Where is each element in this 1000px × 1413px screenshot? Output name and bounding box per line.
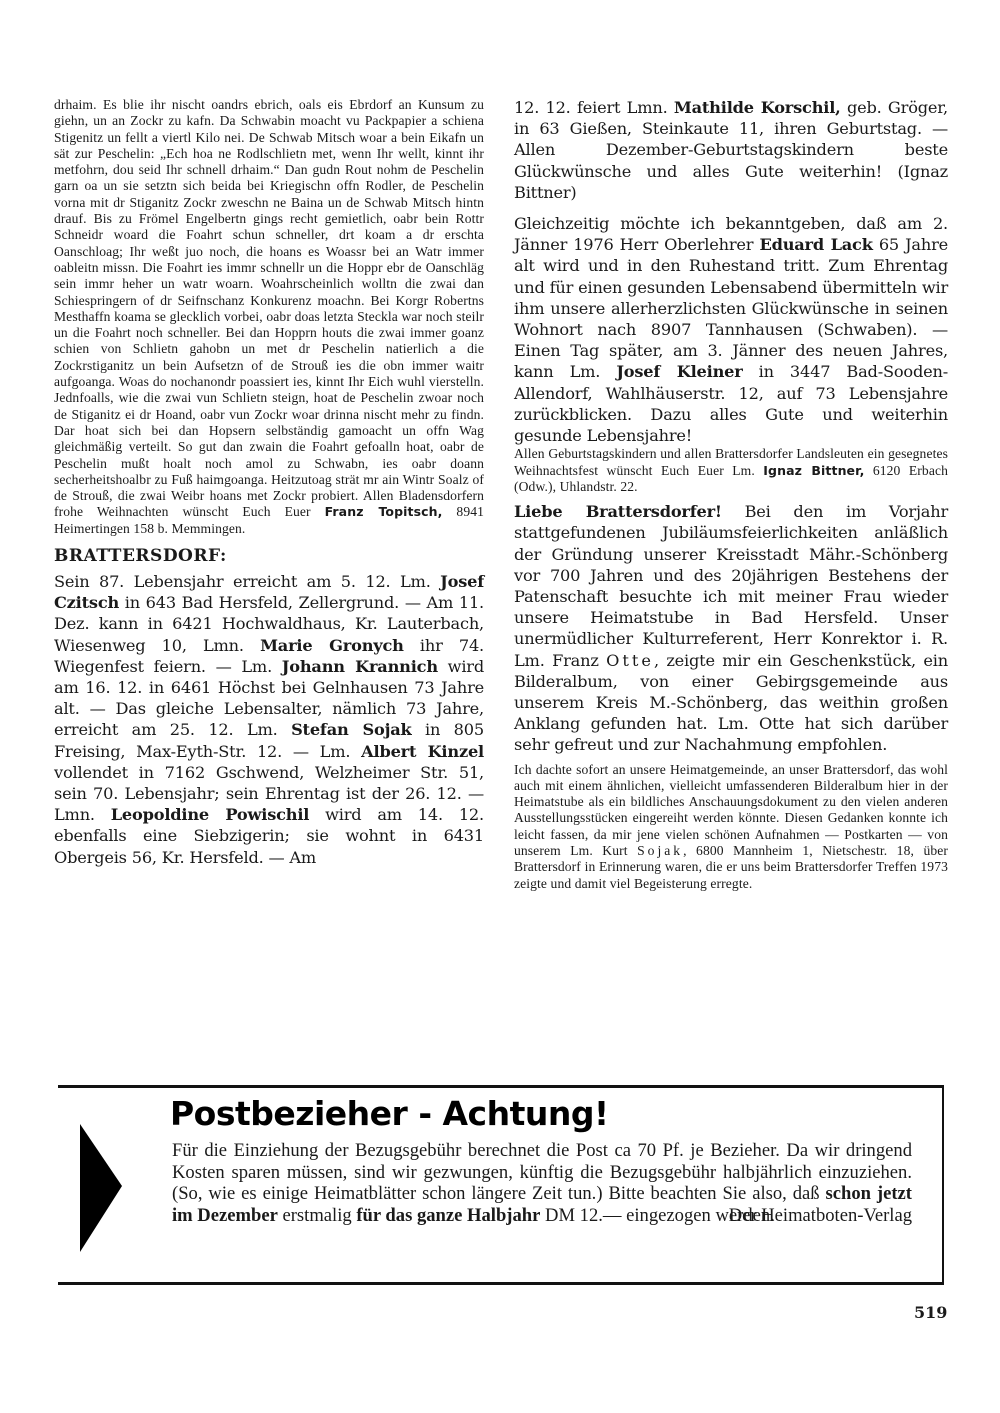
- page-number: 519: [914, 1303, 948, 1322]
- announcement-paragraph: Gleichzeitig möchte ich bekanntgeben, daß am 2. Jänner 1976 Herr Oberlehrer Eduard Lack 65 Jahre alt wird und in den Ruhestand tritt. Zum Ehrentag und für einen gesunden Lebensabend übermitteln wir ihm unsere allerherzlichsten Glückwünsche in seinen Wohnort nach 8907 Tannhausen (Schwaben). — Einen Tag später, am 3. Jänner des neuen Jahres, kann Lm. Josef Kleiner in 3447 Bad-Sooden-Allendorf, Wahlhäuserstr. 12, auf 73 Lebensjahre zurückblicken. Dazu alles Gute und weiterhin gesunde Lebensjahre!: [514, 214, 948, 446]
- notice-title: Postbezieher - Achtung!: [170, 1094, 609, 1133]
- dialect-story-paragraph: drhaim. Es blie ihr nischt oandrs ebrich, oals eis Ebrdorf an Kunsum zu giehn, un an Zockr zu kafn. Da Schwabin moacht vu Packpapier a schiena Stigenitz un fellt a viertl Kilo nei. De Schwab Mitsch woar a bein Eikafn un sät zur Peschelin: „Ech hoa ne Rodlschlietn met, wenn Ihr wellt, kinnt ihr metfohrn, dou seid Ihr schnell drhaim.“ Dan gudn Rout nohm de Peschelin garn oa un sie setztn sich beida bei Kriegischn offn Rodler, de Peschelin vorna mit dr Stiganitz Zockr zweschn ne Baina un de Schwab Mitsch hintn drauf. Bis zu Frömel Engelbertn gings recht gemietlich, oabr bein Rottr Schneidr woard die Foahrt schun schneller, drt koam a dr erschta Oanschloag; Ihr weßt juo noch, die hoans es Woassr bei an Watr immer oableitn missn. Die Foahrt ies immr schnellr un die Hoppr ebr de Oanschläg sein immr heher un watr woarn. Woahrscheinlich wolltn die zwai dan Schiespringern of dr Seifnschanz Konkurenz moachn. Bei Korgr Robertns Mesthaffn koama se glecklich vorbei, oabr doas letzta Steckla war noch steilr un die Foahrt noch schneller. Bei dan Hopprn houts die zwai immer goanz schien von Schlietn gahobn un met dr Peschelin natierlich a die Zockrstiganitz un bein Aufsetzn of de Strouß ies die obn immer waitr aufgoanga. Woas do nochanondr poassiert ies, kinnt Ihr Eich wuhl vierstelln. Jednfoalls, wie die zwai vun Schlietn steign, hoat de Peschelin zwoar noch de Stiganitz ei dr Hoand, oabr vun Zockr woar drinna nischt mehr zu findn. Dar hoat sich bei dan Hopsern selbständig gamoacht un offn Wag gleichmäßig verteilt. So gut dan zwain die Foahrt gefoalln hoat, oabr de Peschelin mußt hoalt noch amol zu Schwabn, ies oabr doann secherheitshoalbr zu Fuß haimgoanga. Heitzutoag strät mr ain Wintr Soalz of de Strouß, die zwai Weibr hoans met Zockr probiert. Allen Bladensdorfern frohe Weihnachten wünscht Euch Euer Franz Topitsch, 8941 Heimertingen 158 b. Memmingen.: [54, 97, 485, 536]
- author-name: Ignaz Bittner,: [763, 462, 865, 478]
- author-name: Franz Topitsch,: [324, 504, 443, 520]
- person-name: Eduard Lack: [759, 235, 873, 255]
- subscriber-notice-box: [58, 1085, 944, 1285]
- birthday-announcements: Sein 87. Lebensjahr erreicht am 5. 12. Lm. Josef Czitsch in 643 Bad Hersfeld, Zellergrund. — Am 11. Dez. kann in 6421 Hochwaldhaus, Kr. Lauterbach, Wiesenweg 10, Lmn. Marie Gronych ihr 74. Wiegenfest feiern. — Lm. Johann Krannich wird am 16. 12. in 6461 Höchst bei Gelnhausen 73 Jahre alt. — Das gleiche Lebensalter, nämlich 73 Jahre, erreicht am 25. 12. Lm. Stefan Sojak in 805 Freising, Max-Eyth-Str. 12. — Lm. Albert Kinzel vollendet in 7162 Gschwend, Welzheimer Str. 51, sein 70. Lebensjahr; sein Ehrentag ist der 26. 12. — Lmn. Leopoldine Powischil wird am 14. 12. ebenfalls eine Siebzigerin; sie wohnt in 6431 Obergeis 56, Kr. Hersfeld. — Am: [54, 572, 485, 867]
- section-heading-brattersdorf: BRATTERSDORF:: [54, 546, 227, 567]
- letter-paragraph: Liebe Brattersdorfer! Bei den im Vorjahr stattgefundenen Jubiläumsfeierlichkeiten anläßlich der Gründung unserer Kreisstadt Mähr.-Schönberg vor 700 Jahren und des 20jährigen Bestehens der Patenschaft besuchte ich mit meiner Frau wieder unsere Heimatstube in Bad Hersfeld. Unser unermüdlicher Kulturreferent, Herr Konrektor i. R. Lm. Franz Otte, zeigte mir ein Geschenkstück, ein Bilderalbum, von einer Gebirgsgemeinde aus unserem Kreis M.-Schönberg, das weithin großen Anklang gefunden hat. Lm. Otte hat sich darüber sehr gefreut und zur Nachahmung empfohlen.: [514, 502, 948, 755]
- right-column: [514, 97, 948, 892]
- person-name: Otte: [606, 650, 654, 670]
- person-name: Leopoldine Powischil: [110, 805, 310, 825]
- person-name: Josef Kleiner: [616, 362, 743, 382]
- publisher-signature: Der Heimatboten-Verlag: [728, 1204, 912, 1226]
- letter-continuation: Ich dachte sofort an unsere Heimatgemeinde, an unser Brattersdorf, das wohl auch mit einem ähnlichen, vielleicht umfassenderen Bilderalbum hier in der Heimatstube als ein bildliches Anschauungsdokument zu den vielen anderen Ausstellungsstücken eingereiht werden könnte. Diesen Gedanken konnte ich leicht fassen, da mir jene vielen schönen Aufnahmen — Postkarten — von unserem Lm. Kurt Sojak, 6800 Mannheim 1, Nietschestr. 18, über Brattersdorf in Erinnerung waren, die er uns beim Brattersdorfer Treffen 1973 zeigte und damit viel Begeisterung erregte.: [514, 761, 949, 891]
- letter-salutation: Liebe Brattersdorfer!: [514, 502, 722, 522]
- person-name: Sojak: [637, 843, 684, 859]
- left-column: [54, 97, 484, 868]
- birthday-paragraph: 12. 12. feiert Lmn. Mathilde Korschil, geb. Gröger, in 63 Gießen, Steinkaute 11, ihren Geburtstag. — Allen Dezember-Geburtstagskindern beste Glückwünsche und alles Gute weiterhin! (Ignaz Bittner): [514, 98, 948, 202]
- person-name: Johann Krannich: [281, 656, 438, 676]
- christmas-greeting: Allen Geburtstagskindern und allen Brattersdorfer Landsleuten ein gesegnetes Weihnachtsfest wünscht Euch Euer Lm. Ignaz Bittner, 6120 Erbach (Odw.), Uhlandstr. 22.: [514, 446, 948, 494]
- notice-body: Für die Einziehung der Bezugsgebühr berechnet die Post ca 70 Pf. je Bezieher. Da wir dringend Kosten sparen müssen, sind wir gezwungen, künftig die Bezugsgebühr halbjährlich einzuziehen. (So, wie es einige Heimatblätter schon längere Zeit tun.) Bitte beachten Sie also, daß schon jetzt im Dezember erstmalig für das ganze Halbjahr DM 12.— eingezogen werden. Der Heimatboten-Verlag: [172, 1140, 912, 1226]
- person-name: Josef Czitsch: [54, 572, 484, 613]
- arrow-right-triangle-icon: [80, 1124, 122, 1252]
- person-name: Albert Kinzel: [361, 741, 484, 761]
- person-name: Marie Gronych: [260, 635, 404, 655]
- person-name: Mathilde Korschil,: [673, 98, 841, 117]
- person-name: Stefan Sojak: [291, 720, 412, 740]
